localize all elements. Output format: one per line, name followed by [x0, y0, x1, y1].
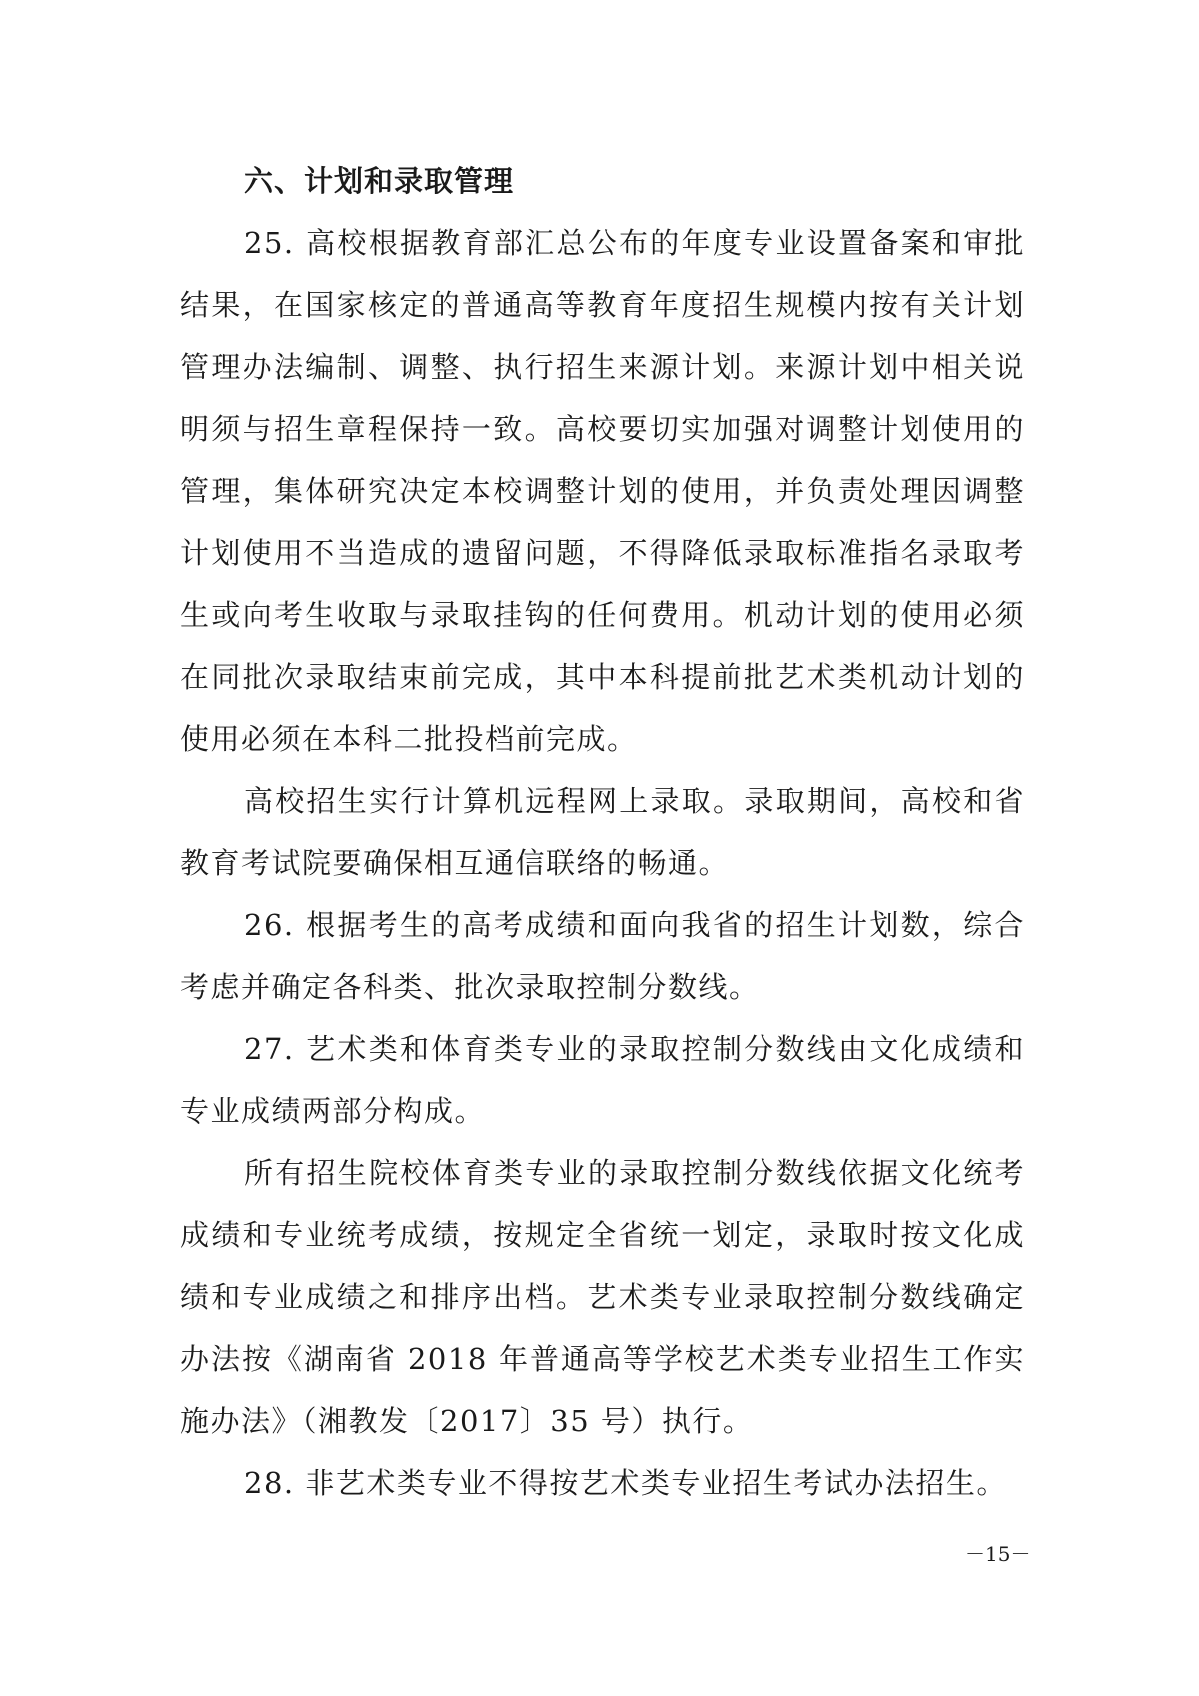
page-content — [180, 150, 1025, 1514]
paragraph-27: 27. 艺术类和体育类专业的录取控制分数线由文化成绩和专业成绩两部分构成。 — [180, 1032, 1025, 1128]
paragraph-25: 25. 高校根据教育部汇总公布的年度专业设置备案和审批结果，在国家核定的普通高等教育年度招生规模内按有关计划管理办法编制、调整、执行招生来源计划。来源计划中相关说明须与招生章程保持一致。高校要切实加强对调整计划使用的管理，集体研究决定本校调整计划的使用，并负责处理因调整计划使用不当造成的遗留问题，不得降低录取标准指名录取考生或向考生收取与录取挂钩的任何费用。机动计划的使用必须在同批次录取结束前完成，其中本科提前批艺术类机动计划的使用必须在本科二批投档前完成。 — [180, 226, 1025, 756]
section-heading: 六、计划和录取管理 — [244, 164, 515, 198]
page-number: －15－ — [965, 1542, 1031, 1566]
paragraph-online-admission: 高校招生实行计算机远程网上录取。录取期间，高校和省教育考试院要确保相互通信联络的畅通。 — [180, 784, 1025, 880]
paragraph-26: 26. 根据考生的高考成绩和面向我省的招生计划数，综合考虑并确定各科类、批次录取控制分数线。 — [180, 908, 1025, 1004]
paragraph-sports-art-scores: 所有招生院校体育类专业的录取控制分数线依据文化统考成绩和专业统考成绩，按规定全省统一划定，录取时按文化成绩和专业成绩之和排序出档。艺术类专业录取控制分数线确定办法按《湖南省 2018 年普通高等学校艺术类专业招生工作实施办法》（湘教发〔2017〕35 号）执行。 — [180, 1156, 1025, 1438]
paragraph-28: 28. 非艺术类专业不得按艺术类专业招生考试办法招生。 — [244, 1466, 1007, 1500]
